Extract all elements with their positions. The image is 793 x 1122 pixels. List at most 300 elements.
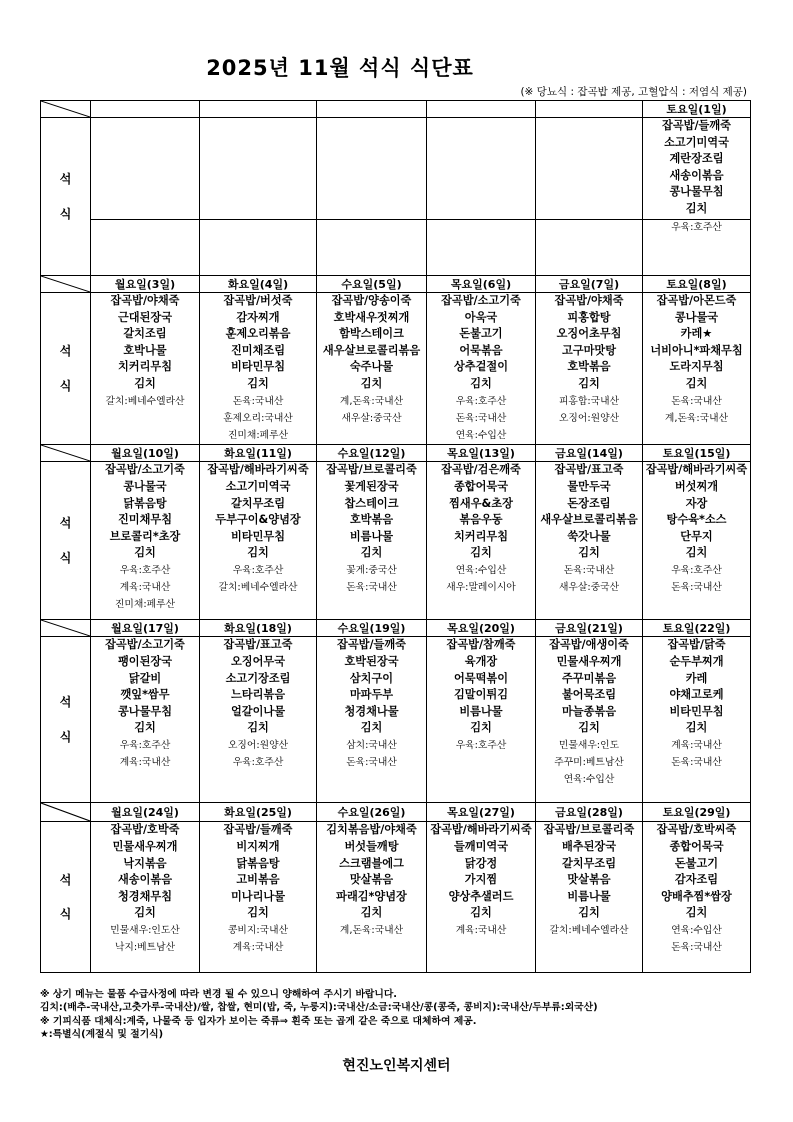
dish-item: 너비아니*파채무침 xyxy=(650,343,743,357)
dish-item: 김치 xyxy=(247,546,269,560)
dish-item: 오징어무국 xyxy=(230,654,286,668)
diagonal-line xyxy=(41,101,90,117)
dish-item: 잡곡밥/들깨죽 xyxy=(223,823,293,837)
day-menu-cell xyxy=(536,822,643,973)
day-menu-cell xyxy=(536,293,643,445)
origin-item: 돈육:국내산 xyxy=(346,757,397,769)
origin-item: 갈치:베네수엘라산 xyxy=(105,396,185,407)
dish-item: 새송이볶음 xyxy=(669,168,724,182)
origin-item: 계육:국내산 xyxy=(232,942,284,954)
day-header: 수요일(12일) xyxy=(317,445,427,462)
dish-item: 청경채나물 xyxy=(344,704,399,718)
origin-item: 오징어:원양산 xyxy=(227,740,289,752)
dish-item: 가지찜 xyxy=(464,873,498,887)
dish-item: 김치 xyxy=(470,721,492,735)
origin-list xyxy=(643,394,750,428)
dish-item: 치커리무침 xyxy=(453,529,509,543)
dish-item: 깻잎*쌈무 xyxy=(120,688,170,702)
day-menu-cell xyxy=(200,118,317,276)
dish-list xyxy=(91,637,199,738)
origin-list xyxy=(91,738,199,772)
origin-list xyxy=(536,738,642,788)
dish-list xyxy=(536,637,642,738)
origin-item: 우육:호주산 xyxy=(232,757,284,769)
dish-item: 잡곡밥/양송이죽 xyxy=(331,294,412,307)
day-header: 목요일(13일) xyxy=(427,445,536,462)
day-menu-cell xyxy=(91,293,200,445)
dish-item: 물만두국 xyxy=(567,479,611,493)
origin-item: 연육:수입산 xyxy=(455,429,507,441)
dish-item: 마파두부 xyxy=(349,688,394,702)
dish-item: 김치 xyxy=(360,906,383,920)
origin-list xyxy=(536,394,642,428)
dish-item: 새우살브로콜리볶음 xyxy=(540,513,638,527)
origin-item: 연육:수입산 xyxy=(455,565,507,577)
footnote-origin-info: 김치:(배추-국내산,고춧가루-국내산)/쌀, 찹쌀, 현미(밥, 죽, 누룽지):국내산/소금:국내산/콩(콩죽, 콩비지):국내산/두부류:외국산) xyxy=(40,1002,598,1014)
origin-item: 민물새우:인도 xyxy=(558,740,620,752)
dish-item: 어묵볶음 xyxy=(459,343,503,357)
dish-item: 소고기미역국 xyxy=(225,479,291,493)
footnotes xyxy=(40,988,760,1042)
dish-item: 파래김*양념장 xyxy=(336,889,407,903)
dish-item: 돈장조림 xyxy=(567,496,611,510)
origin-item: 우육:호주산 xyxy=(119,740,171,752)
dish-item: 잡곡밥/아몬드죽 xyxy=(656,294,737,307)
day-header xyxy=(200,101,317,118)
day-menu-cell xyxy=(91,637,200,803)
dish-item: 맛살볶음 xyxy=(567,873,611,887)
dish-item: 콩나물국 xyxy=(123,479,167,493)
day-menu-cell xyxy=(643,293,751,445)
origin-item: 계육:국내산 xyxy=(119,582,171,594)
dish-item: 미나리나물 xyxy=(230,889,286,903)
day-menu-cell xyxy=(200,637,317,803)
dish-item: 잡곡밥/애생이죽 xyxy=(549,638,629,652)
dish-item: 탕수육*소스 xyxy=(666,513,727,527)
dish-item: 훈제오리볶음 xyxy=(225,327,291,341)
day-menu-cell xyxy=(536,462,643,620)
day-header: 월요일(3일) xyxy=(91,276,200,293)
origin-list xyxy=(536,563,642,597)
origin-list xyxy=(200,738,316,772)
day-header: 금요일(28일) xyxy=(536,803,643,822)
dish-item: 얼갈이나물 xyxy=(230,704,286,718)
dish-list xyxy=(91,822,199,923)
dish-list xyxy=(91,118,199,220)
dish-item: 김말이튀김 xyxy=(453,688,509,702)
dish-item: 배추된장국 xyxy=(561,839,617,853)
dish-item: 도라지무침 xyxy=(669,360,724,374)
dish-item: 상추겉절이 xyxy=(453,360,509,374)
dish-item: 호박된장국 xyxy=(344,654,399,668)
day-menu-cell xyxy=(91,462,200,620)
origin-list xyxy=(317,563,426,597)
dish-item: 어묵떡볶이 xyxy=(453,671,509,685)
day-header: 토요일(29일) xyxy=(643,803,751,822)
dish-item: 삼치구이 xyxy=(349,671,394,685)
origin-item: 우육:호주산 xyxy=(455,740,507,752)
dish-item: 단무지 xyxy=(680,529,713,543)
center-name: 현진노인복지센터 xyxy=(342,1058,451,1074)
origin-item: 돈육:국내산 xyxy=(671,942,722,954)
dish-item: 잡곡밥/브로콜리죽 xyxy=(326,463,417,477)
week-menu-row xyxy=(41,822,751,973)
origin-item: 콩비지:국내산 xyxy=(227,925,289,937)
origin-list xyxy=(643,563,750,597)
day-header xyxy=(317,101,427,118)
origin-item: 훈제오리:국내산 xyxy=(223,412,293,424)
dish-item: 잡곡밥/검은깨죽 xyxy=(441,463,521,477)
dish-item: 김치 xyxy=(470,376,492,390)
dish-item: 김치 xyxy=(685,376,708,390)
day-header: 토요일(22일) xyxy=(643,620,751,637)
day-header: 수요일(26일) xyxy=(317,803,427,822)
dish-item: 자장 xyxy=(685,496,708,510)
dish-list xyxy=(317,462,426,563)
dish-item: 김치 xyxy=(578,546,600,560)
dish-item: 닭강정 xyxy=(464,856,498,870)
dish-item: 닭볶음탕 xyxy=(123,496,167,510)
meal-label-char: 식 xyxy=(59,550,72,565)
dish-item: 카레★ xyxy=(680,327,713,341)
dish-item: 김치 xyxy=(578,721,600,735)
origin-item: 새우살:중국산 xyxy=(558,582,620,594)
page-title: 2025년 11월 석식 식단표 xyxy=(206,56,474,80)
dish-item: 잡곡밥/참깨죽 xyxy=(446,638,516,652)
week-menu-row xyxy=(41,118,751,276)
day-menu-cell xyxy=(200,293,317,445)
dish-item: 새우살브로콜리볶음 xyxy=(322,343,421,357)
origin-item: 오징어:원양산 xyxy=(558,412,620,424)
dish-item: 김치 xyxy=(134,906,156,920)
dish-list xyxy=(91,293,199,394)
dish-item: 진미채무침 xyxy=(117,513,173,527)
dish-item: 김치 xyxy=(247,376,269,390)
origin-item: 우육:호주산 xyxy=(671,565,722,577)
dish-item: 오징어초무침 xyxy=(556,327,622,341)
dish-item: 찹스테이크 xyxy=(344,496,399,510)
dish-item: 잡곡밥/표고죽 xyxy=(554,463,624,477)
corner-cell xyxy=(41,276,91,293)
origin-list xyxy=(427,923,535,940)
diet-notice: (※ 당뇨식 : 잡곡밥 제공, 고혈압식 : 저염식 제공) xyxy=(520,86,747,98)
week-header-row xyxy=(41,803,751,822)
dish-list xyxy=(200,118,316,220)
day-header: 목요일(6일) xyxy=(427,276,536,293)
dish-item: 꽃게된장국 xyxy=(344,479,399,493)
day-header xyxy=(91,101,200,118)
dish-item: 마늘종볶음 xyxy=(561,704,617,718)
dish-item: 맛살볶음 xyxy=(349,873,394,887)
day-header: 금요일(14일) xyxy=(536,445,643,462)
diagonal-line xyxy=(41,445,90,461)
day-header: 수요일(5일) xyxy=(317,276,427,293)
origin-item: 돈육:국내산 xyxy=(346,582,397,594)
origin-list xyxy=(317,923,426,940)
origin-item: 계육:국내산 xyxy=(671,740,722,752)
dish-item: 소고기장조림 xyxy=(225,671,291,685)
dish-item: 고비볶음 xyxy=(236,873,280,887)
meal-label-char: 식 xyxy=(59,729,72,744)
dish-item: 숙주나물 xyxy=(349,360,394,374)
day-menu-cell xyxy=(643,118,751,276)
origin-item: 돈육:국내산 xyxy=(671,396,722,407)
day-menu-cell xyxy=(317,822,427,973)
origin-item: 갈치:베네수엘라산 xyxy=(218,582,298,594)
footnote-substitute-meal: ※ 기피식품 대체식:계죽, 나물죽 등 입자가 보이는 죽류⇒ 흰죽 또는 곱게 같은 죽으로 대체하여 제공. xyxy=(40,1015,477,1027)
dish-item: 비름나물 xyxy=(567,889,611,903)
origin-list xyxy=(317,394,426,428)
origin-item: 진미채:페루산 xyxy=(227,429,289,441)
dish-item: 들깨미역국 xyxy=(453,839,509,853)
origin-list xyxy=(200,394,316,444)
dish-item: 잡곡밥/호박씨죽 xyxy=(656,823,737,837)
dish-item: 민물새우찌개 xyxy=(112,839,178,853)
origin-list xyxy=(91,394,199,411)
dish-item: 김치 xyxy=(578,376,600,390)
meal-label-char: 석 xyxy=(59,695,72,710)
origin-item: 계육:국내산 xyxy=(455,925,507,937)
origin-item: 우육:호주산 xyxy=(119,565,171,577)
day-header xyxy=(427,101,536,118)
origin-list xyxy=(536,923,642,940)
dish-item: 김치 xyxy=(247,906,269,920)
dish-item: 갈치조림 xyxy=(123,327,167,341)
origin-item: 꽃게:중국산 xyxy=(346,565,397,577)
dish-list xyxy=(427,462,535,563)
dish-item: 볶음우동 xyxy=(459,513,503,527)
origin-list xyxy=(91,923,199,957)
day-menu-cell xyxy=(536,118,643,276)
dish-list xyxy=(643,118,750,220)
dish-item: 육개장 xyxy=(464,654,498,668)
corner-cell xyxy=(41,445,91,462)
meal-label-char: 석 xyxy=(59,872,72,887)
dish-item: 콩나물국 xyxy=(674,310,719,324)
day-menu-cell xyxy=(427,293,536,445)
dish-item: 잡곡밥/소고기죽 xyxy=(105,463,185,477)
origin-item: 돈육:국내산 xyxy=(671,582,722,594)
origin-list xyxy=(317,738,426,772)
dish-item: 콩나물무침 xyxy=(117,704,173,718)
dish-list xyxy=(200,293,316,394)
dish-item: 호박볶음 xyxy=(567,360,611,374)
origin-list xyxy=(200,923,316,957)
dish-item: 양상추샐러드 xyxy=(448,889,514,903)
dish-item: 호박볶음 xyxy=(349,513,394,527)
dish-item: 갈치무조림 xyxy=(561,856,617,870)
day-menu-cell xyxy=(427,462,536,620)
dish-list xyxy=(317,822,426,923)
origin-item: 연육:수입산 xyxy=(563,773,615,785)
day-menu-cell xyxy=(643,637,751,803)
dish-item: 잡곡밥/해바라기씨죽 xyxy=(645,463,748,477)
origin-item: 돈육:국내산 xyxy=(563,565,615,577)
dish-item: 팽이된장국 xyxy=(117,654,173,668)
dish-item: 잡곡밥/해바라기씨죽 xyxy=(430,823,532,837)
dish-item: 김치 xyxy=(685,906,708,920)
dish-item: 잡곡밥/야채죽 xyxy=(110,294,180,307)
day-header: 화요일(25일) xyxy=(200,803,317,822)
dish-list xyxy=(536,822,642,923)
dish-item: 낙지볶음 xyxy=(123,856,167,870)
day-header: 월요일(24일) xyxy=(91,803,200,822)
origin-item: 돈육:국내산 xyxy=(455,412,507,424)
day-header: 목요일(20일) xyxy=(427,620,536,637)
dish-item: 잡곡밥/야채죽 xyxy=(554,294,624,307)
origin-list xyxy=(427,563,535,597)
diagonal-line xyxy=(41,803,90,821)
dish-item: 계란장조림 xyxy=(669,152,724,166)
dish-item: 피홍합탕 xyxy=(567,310,611,324)
dish-list xyxy=(643,293,750,394)
day-header: 금요일(7일) xyxy=(536,276,643,293)
day-menu-cell xyxy=(317,293,427,445)
diagonal-line xyxy=(41,276,90,292)
dish-item: 쑥갓나물 xyxy=(567,529,611,543)
origin-item: 진미채:페루산 xyxy=(114,598,176,610)
day-header: 수요일(19일) xyxy=(317,620,427,637)
dish-item: 비지찌개 xyxy=(236,839,280,853)
dish-item: 김치 xyxy=(685,201,708,215)
dish-item: 아욱국 xyxy=(464,310,498,324)
origin-item: 새우살:중국산 xyxy=(341,412,402,424)
day-header: 화요일(4일) xyxy=(200,276,317,293)
dish-item: 근대된장국 xyxy=(117,310,173,324)
dish-list xyxy=(200,462,316,563)
day-header: 화요일(18일) xyxy=(200,620,317,637)
origin-item: 피홍합:국내산 xyxy=(558,396,620,407)
dish-list xyxy=(200,822,316,923)
origin-item: 갈치:베네수엘라산 xyxy=(549,925,629,937)
week-menu-row xyxy=(41,462,751,620)
origin-list xyxy=(643,738,750,772)
dish-item: 잡곡밥/버섯죽 xyxy=(223,294,293,307)
dish-item: 카레 xyxy=(685,671,708,685)
day-menu-cell xyxy=(643,822,751,973)
origin-item: 주꾸미:베트남산 xyxy=(554,757,624,769)
dish-item: 호박새우젓찌개 xyxy=(333,310,410,324)
dish-item: 민물새우찌개 xyxy=(556,654,622,668)
origin-item: 삼치:국내산 xyxy=(346,740,397,752)
dish-item: 고구마맛탕 xyxy=(561,343,617,357)
corner-cell xyxy=(41,620,91,637)
meal-label-char: 식 xyxy=(59,907,72,922)
dish-item: 잡곡밥/닭죽 xyxy=(667,638,726,652)
dish-list xyxy=(427,118,535,220)
dish-list xyxy=(643,637,750,738)
dish-item: 스크램블에그 xyxy=(339,856,404,870)
dish-item: 느타리볶음 xyxy=(230,688,286,702)
day-menu-cell xyxy=(536,637,643,803)
origin-list xyxy=(91,563,199,613)
footnote-special-meal: ★:특별식(계절식 및 절기식) xyxy=(40,1029,164,1041)
dish-list xyxy=(317,637,426,738)
day-menu-cell xyxy=(317,118,427,276)
dish-item: 두부구이&양념장 xyxy=(215,513,301,527)
dish-list xyxy=(536,118,642,220)
origin-item: 우육:호주산 xyxy=(671,222,722,233)
dish-list xyxy=(91,462,199,563)
dish-item: 청경채무침 xyxy=(117,889,173,903)
day-header xyxy=(536,101,643,118)
origin-item: 낙지:베트남산 xyxy=(114,942,176,954)
week-header-row xyxy=(41,445,751,462)
dish-item: 주꾸미볶음 xyxy=(561,671,617,685)
dish-item: 돈불고기 xyxy=(459,327,503,341)
day-menu-cell xyxy=(427,637,536,803)
dish-item: 불어묵조림 xyxy=(561,688,617,702)
dish-item: 김치 xyxy=(578,906,600,920)
dish-list xyxy=(643,822,750,923)
meal-label xyxy=(41,118,91,276)
origin-item: 연육:수입산 xyxy=(671,925,722,937)
meal-label-char: 석 xyxy=(59,343,72,358)
dish-item: 김치 xyxy=(360,721,383,735)
day-header: 목요일(27일) xyxy=(427,803,536,822)
corner-cell xyxy=(41,101,91,118)
day-header: 토요일(8일) xyxy=(643,276,751,293)
day-header: 월요일(10일) xyxy=(91,445,200,462)
dish-item: 김치 xyxy=(134,721,156,735)
day-header: 금요일(21일) xyxy=(536,620,643,637)
meal-label xyxy=(41,293,91,445)
dish-item: 김치 xyxy=(470,546,492,560)
origin-item: 돈육:국내산 xyxy=(232,396,284,407)
dish-item: 새송이볶음 xyxy=(117,873,173,887)
week-menu-row xyxy=(41,293,751,445)
dish-item: 김치 xyxy=(360,546,383,560)
dish-item: 김치볶음밥/야채죽 xyxy=(326,823,417,837)
origin-item: 계육:국내산 xyxy=(119,757,171,769)
dish-list xyxy=(536,462,642,563)
dish-item: 야채고로케 xyxy=(669,688,724,702)
origin-item: 새우:말레이시아 xyxy=(446,582,516,594)
day-menu-cell xyxy=(317,462,427,620)
footnote-change-notice: ※ 상기 메뉴는 물품 수급사정에 따라 변경 될 수 있으니 양해하여 주시기 바랍니다. xyxy=(40,989,398,1000)
dish-list xyxy=(427,822,535,923)
dish-item: 진미채조림 xyxy=(230,343,286,357)
dish-item: 순두부찌개 xyxy=(669,654,724,668)
day-menu-cell xyxy=(643,462,751,620)
dish-item: 소고기미역국 xyxy=(664,135,729,149)
dish-item: 잡곡밥/소고기죽 xyxy=(441,294,521,307)
menu-table xyxy=(40,100,751,973)
origin-list xyxy=(643,923,750,957)
dish-item: 잡곡밥/브로콜리죽 xyxy=(543,823,635,837)
dish-item: 김치 xyxy=(134,546,156,560)
dish-list xyxy=(317,118,426,220)
dish-list xyxy=(536,293,642,394)
day-menu-cell xyxy=(427,118,536,276)
day-menu-cell xyxy=(200,822,317,973)
dish-item: 찜새우&초장 xyxy=(449,496,513,510)
meal-label xyxy=(41,637,91,803)
dish-item: 버섯들깨탕 xyxy=(344,839,399,853)
dish-item: 감자조림 xyxy=(674,873,719,887)
dish-item: 김치 xyxy=(685,546,708,560)
dish-item: 김치 xyxy=(134,376,156,390)
dish-item: 비타민무침 xyxy=(230,529,286,543)
day-header: 월요일(17일) xyxy=(91,620,200,637)
dish-list xyxy=(427,637,535,738)
meal-label-char: 식 xyxy=(59,378,72,393)
origin-list xyxy=(427,394,535,444)
origin-list xyxy=(427,738,535,755)
dish-list xyxy=(643,462,750,563)
meal-label xyxy=(41,822,91,973)
origin-item: 돈육:국내산 xyxy=(671,757,722,769)
